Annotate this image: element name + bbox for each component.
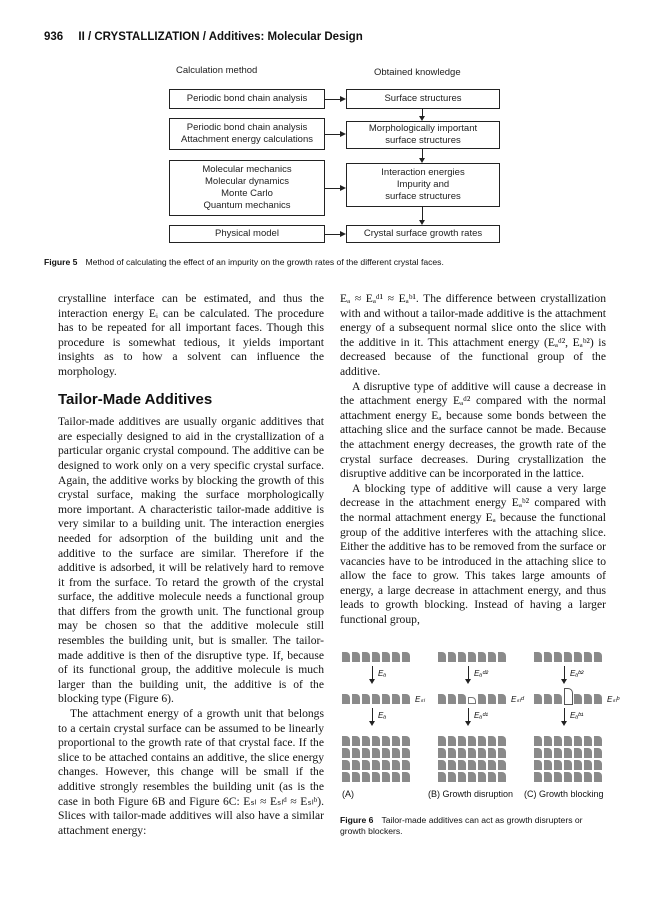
molecule-block: [448, 772, 456, 782]
molecule-block: [574, 748, 582, 758]
molecule-block: [594, 736, 602, 746]
molecule-block: [574, 772, 582, 782]
molecule-block: [382, 694, 390, 704]
box-text: Periodic bond chain analysis: [186, 93, 308, 104]
molecule-block: [584, 736, 592, 746]
molecule-block: [564, 652, 572, 662]
panel-label: (B) Growth disruption: [428, 789, 514, 799]
box-text: surface structures: [385, 191, 461, 202]
arrow-down-icon: [564, 708, 565, 722]
molecule-block: [554, 736, 562, 746]
page-number: 936: [44, 31, 64, 43]
right-box: [346, 163, 500, 207]
left-box: [169, 160, 325, 216]
figure-5: [0, 0, 668, 260]
arrow-down-icon: [372, 666, 373, 680]
paragraph: Eₐ ≈ Eₐᵈ¹ ≈ Eₐᵇ¹. The difference between crystallization with and without a tailor-made additive is the attachment energy of a subsequent normal slice onto the slice with the additive in it. This attachment energy (Eₐᵈ², Eₐᵇ²) is decreased because of the functional group of the additive.: [340, 292, 606, 378]
box-text: Morphologically important: [368, 123, 478, 134]
paragraph: The attachment energy of a growth unit that belongs to a certain crystal surface can be assumed to be linearly proportional to the growth rate of that crystal face. If the slice to be attached contains an additive, the slice energy changes. However, this change will be small if the additive strongly resembles the building unit (as is the case in both Figure 6B and Figure 6C: Eₛₗ ≈ Eₛₗᵈ ≈ Eₛₗᵇ). Slices with tailor-made additives will also have a similar attachment energy:: [58, 707, 324, 837]
molecule-block: [342, 772, 350, 782]
molecule-block: [402, 772, 410, 782]
molecule-block: [594, 748, 602, 758]
molecule-block: [498, 772, 506, 782]
molecule-block: [554, 652, 562, 662]
paragraph: A disruptive type of additive will cause a decrease in the attachment energy Eₐᵈ² compared with the normal attachment energy Eₐ because some bonds between the attaching slice and the surface cannot be made. Because the attachment energy decreases, the growth rate of the crystal surface decreases. During crystallization the disruptive additive can be incorporated in the lattice.: [340, 379, 606, 481]
molecule-block: [392, 748, 400, 758]
left-box: [169, 89, 325, 109]
molecule-block: [382, 748, 390, 758]
molecule-block: [372, 748, 380, 758]
molecule-block: [392, 652, 400, 662]
figure-6-caption: [340, 815, 610, 837]
molecule-block: [478, 694, 486, 704]
energy-label: Eₐᵈ¹: [474, 711, 489, 720]
molecule-block: [382, 760, 390, 770]
molecule-block: [478, 652, 486, 662]
arrow-head: [369, 721, 375, 726]
molecule-block: [372, 694, 380, 704]
right-box: [346, 225, 500, 243]
molecule-block: [448, 736, 456, 746]
molecule-block: [554, 772, 562, 782]
molecule-block: [362, 694, 370, 704]
molecule-block: [362, 772, 370, 782]
molecule-block: [352, 748, 360, 758]
molecule-block: [458, 748, 466, 758]
molecule-block: [574, 736, 582, 746]
arrow-down-icon: [372, 708, 373, 722]
arrow-head: [419, 220, 425, 225]
molecule-block: [392, 694, 400, 704]
box-text: Surface structures: [384, 93, 462, 104]
molecule-block: [392, 772, 400, 782]
arrow-head: [561, 721, 567, 726]
caption-label: Figure 5: [44, 257, 78, 267]
molecule-block: [438, 748, 446, 758]
energy-label: Eₐᵈ²: [474, 669, 489, 678]
energy-label: Eₐᵇ¹: [570, 711, 584, 720]
molecule-block: [584, 748, 592, 758]
molecule-block: [448, 760, 456, 770]
box-text: Crystal surface growth rates: [363, 228, 483, 239]
molecule-block: [498, 748, 506, 758]
left-box: [169, 118, 325, 150]
arrow-head: [465, 721, 471, 726]
arrow-head: [465, 679, 471, 684]
molecule-block: [458, 772, 466, 782]
arrow-head: [561, 679, 567, 684]
molecule-block: [498, 760, 506, 770]
molecule-block: [564, 760, 572, 770]
molecule-block: [534, 652, 542, 662]
running-title: II / CRYSTALLIZATION / Additives: Molecular Design: [78, 31, 363, 43]
box-text: Periodic bond chain analysis: [186, 122, 308, 133]
molecule-block: [498, 736, 506, 746]
arrow-head: [419, 116, 425, 121]
molecule-block: [402, 736, 410, 746]
molecule-block: [382, 652, 390, 662]
molecule-block: [372, 736, 380, 746]
molecule-block: [498, 694, 506, 704]
molecule-block: [534, 760, 542, 770]
molecule-block: [478, 736, 486, 746]
arrow-head: [340, 185, 346, 191]
arrow-head: [419, 158, 425, 163]
paragraph: crystalline interface can be estimated, and thus the interaction energy Eᵢ can be calculated. The procedure has to be repeated for all important faces. Though this procedure is somewhat tedious, it yields important insights as to how a solvent can influence the morphology.: [58, 292, 324, 378]
molecule-block: [458, 736, 466, 746]
molecule-block: [534, 694, 542, 704]
molecule-block: [402, 652, 410, 662]
molecule-block: [352, 736, 360, 746]
molecule-block: [438, 760, 446, 770]
molecule-block: [564, 748, 572, 758]
left-heading: Calculation method: [176, 65, 258, 76]
molecule-block: [342, 748, 350, 758]
molecule-block: [534, 748, 542, 758]
box-text: surface structures: [385, 135, 461, 146]
right-heading: Obtained knowledge: [374, 67, 461, 78]
molecule-block: [554, 760, 562, 770]
energy-label: Eₛₗᵈ: [511, 695, 524, 704]
figure-5-caption: [44, 257, 444, 267]
energy-label: Eₐ: [378, 669, 387, 678]
molecule-block: [564, 736, 572, 746]
molecule-block: [478, 760, 486, 770]
molecule-block: [468, 760, 476, 770]
paragraph: Tailor-made additives are usually organic additives that are especially designed to aid in the crystallization of a particular organic crystal compound. The additive can be designed to work only on a very specific crystal surface. Again, the additive works by blocking the growth of this crystal surface, making the surface morphologically more important. A characteristic tailor-made additive is very similar to a building unit. The interaction energies needed for adsorption of the building unit and the additive to the surface are similar. Therefore if the additive is adsorbed, it will be relatively hard to remove it from the surface. To retard the growth of the crystal surface, the additive molecule needs a functional group that differs from the growth unit. The functional group may be chosen so that the additive molecule still resembles the building unit, but is smaller. The tailor-made additive is then of the disruptive type. If, because of its functional group, the additive molecule is much larger than the building unit, the additive is of the blocking type (Figure 6).: [58, 415, 324, 706]
molecule-block: [352, 652, 360, 662]
arrow-down-icon: [468, 666, 469, 680]
molecule-block: [564, 772, 572, 782]
molecule-block: [544, 736, 552, 746]
arrow-down-icon: [564, 666, 565, 680]
molecule-block: [488, 748, 496, 758]
energy-label: Eₛₗ: [415, 695, 425, 704]
molecule-block: [342, 652, 350, 662]
molecule-block: [544, 694, 552, 704]
molecule-block: [362, 652, 370, 662]
molecule-block: [544, 748, 552, 758]
box-text: Molecular dynamics: [205, 176, 289, 187]
molecule-block: [438, 736, 446, 746]
molecule-block: [468, 772, 476, 782]
molecule-block: [448, 748, 456, 758]
energy-label: Eₐᵇ²: [570, 669, 584, 678]
molecule-block: [438, 652, 446, 662]
arrow-head: [369, 679, 375, 684]
molecule-block: [468, 736, 476, 746]
left-column: [58, 292, 324, 838]
box-text: Interaction energies: [381, 167, 465, 178]
arrow-down-icon: [468, 708, 469, 722]
molecule-block: [478, 748, 486, 758]
molecule-block: [534, 772, 542, 782]
molecule-block: [458, 694, 466, 704]
molecule-block: [554, 748, 562, 758]
molecule-block: [458, 760, 466, 770]
molecule-block: [574, 652, 582, 662]
molecule-block: [352, 772, 360, 782]
molecule-block: [402, 760, 410, 770]
molecule-block: [468, 652, 476, 662]
left-box: [169, 225, 325, 243]
molecule-block: [402, 748, 410, 758]
molecule-block: [448, 694, 456, 704]
molecule-block: [458, 652, 466, 662]
molecule-block: [342, 760, 350, 770]
arrow-head: [340, 96, 346, 102]
molecule-block: [544, 772, 552, 782]
caption-text: Tailor-made additives can act as growth disrupters or growth blockers.: [340, 815, 583, 836]
molecule-block: [478, 772, 486, 782]
molecule-block: [448, 652, 456, 662]
molecule-block: [362, 760, 370, 770]
molecule-block: [594, 652, 602, 662]
molecule-block: [392, 736, 400, 746]
right-box: [346, 89, 500, 109]
molecule-block: [498, 652, 506, 662]
molecule-block: [574, 694, 582, 704]
molecule-block: [342, 694, 350, 704]
molecule-block: [564, 688, 573, 705]
molecule-block: [438, 694, 446, 704]
arrow-head: [340, 231, 346, 237]
molecule-block: [488, 694, 496, 704]
molecule-block: [544, 760, 552, 770]
molecule-block: [584, 760, 592, 770]
molecule-block: [584, 652, 592, 662]
molecule-block: [594, 772, 602, 782]
box-text: Quantum mechanics: [203, 200, 291, 211]
molecule-block: [594, 760, 602, 770]
molecule-block: [362, 748, 370, 758]
molecule-block: [584, 772, 592, 782]
panel-label: (A): [342, 789, 354, 799]
molecule-block: [362, 736, 370, 746]
molecule-block: [544, 652, 552, 662]
arrow-head: [340, 131, 346, 137]
box-text: Monte Carlo: [221, 188, 273, 199]
molecule-block: [534, 736, 542, 746]
right-column: [340, 292, 606, 628]
molecule-block: [468, 697, 476, 704]
molecule-block: [372, 760, 380, 770]
caption-text: Method of calculating the effect of an impurity on the growth rates of the different crystal faces.: [85, 257, 444, 267]
molecule-block: [382, 736, 390, 746]
molecule-block: [554, 694, 562, 704]
box-text: Molecular mechanics: [202, 164, 292, 175]
molecule-block: [392, 760, 400, 770]
molecule-block: [488, 736, 496, 746]
panel-label: (C) Growth blocking: [524, 789, 604, 799]
molecule-block: [402, 694, 410, 704]
arrow: [422, 207, 423, 221]
molecule-block: [352, 760, 360, 770]
molecule-block: [488, 760, 496, 770]
energy-label: Eₛₗᵇ: [607, 695, 620, 704]
energy-label: Eₐ: [378, 711, 387, 720]
paragraph: A blocking type of additive will cause a very large decrease in the attachment energy Eₐᵇ² compared with the normal attachment energy Eₐ because the functional group of the additive interferes with the attaching slice. Either the additive has to be removed from the surface or vacancies have to be introduced in the attaching slice to allow the face to grow. This takes large amounts of energy, a large decrease in attachment energy, and thus leads to growth blocking. Instead of having a larger functional group,: [340, 481, 606, 627]
box-text: Attachment energy calculations: [180, 134, 314, 145]
molecule-block: [468, 748, 476, 758]
molecule-block: [372, 772, 380, 782]
molecule-block: [584, 694, 592, 704]
box-text: Impurity and: [396, 179, 450, 190]
molecule-block: [342, 736, 350, 746]
right-box: [346, 121, 500, 149]
molecule-block: [488, 652, 496, 662]
molecule-block: [574, 760, 582, 770]
molecule-block: [382, 772, 390, 782]
molecule-block: [594, 694, 602, 704]
molecule-block: [488, 772, 496, 782]
molecule-block: [352, 694, 360, 704]
caption-label: Figure 6: [340, 815, 374, 825]
section-heading: Tailor-Made Additives: [58, 390, 213, 408]
molecule-block: [372, 652, 380, 662]
box-text: Physical model: [215, 228, 279, 239]
molecule-block: [438, 772, 446, 782]
